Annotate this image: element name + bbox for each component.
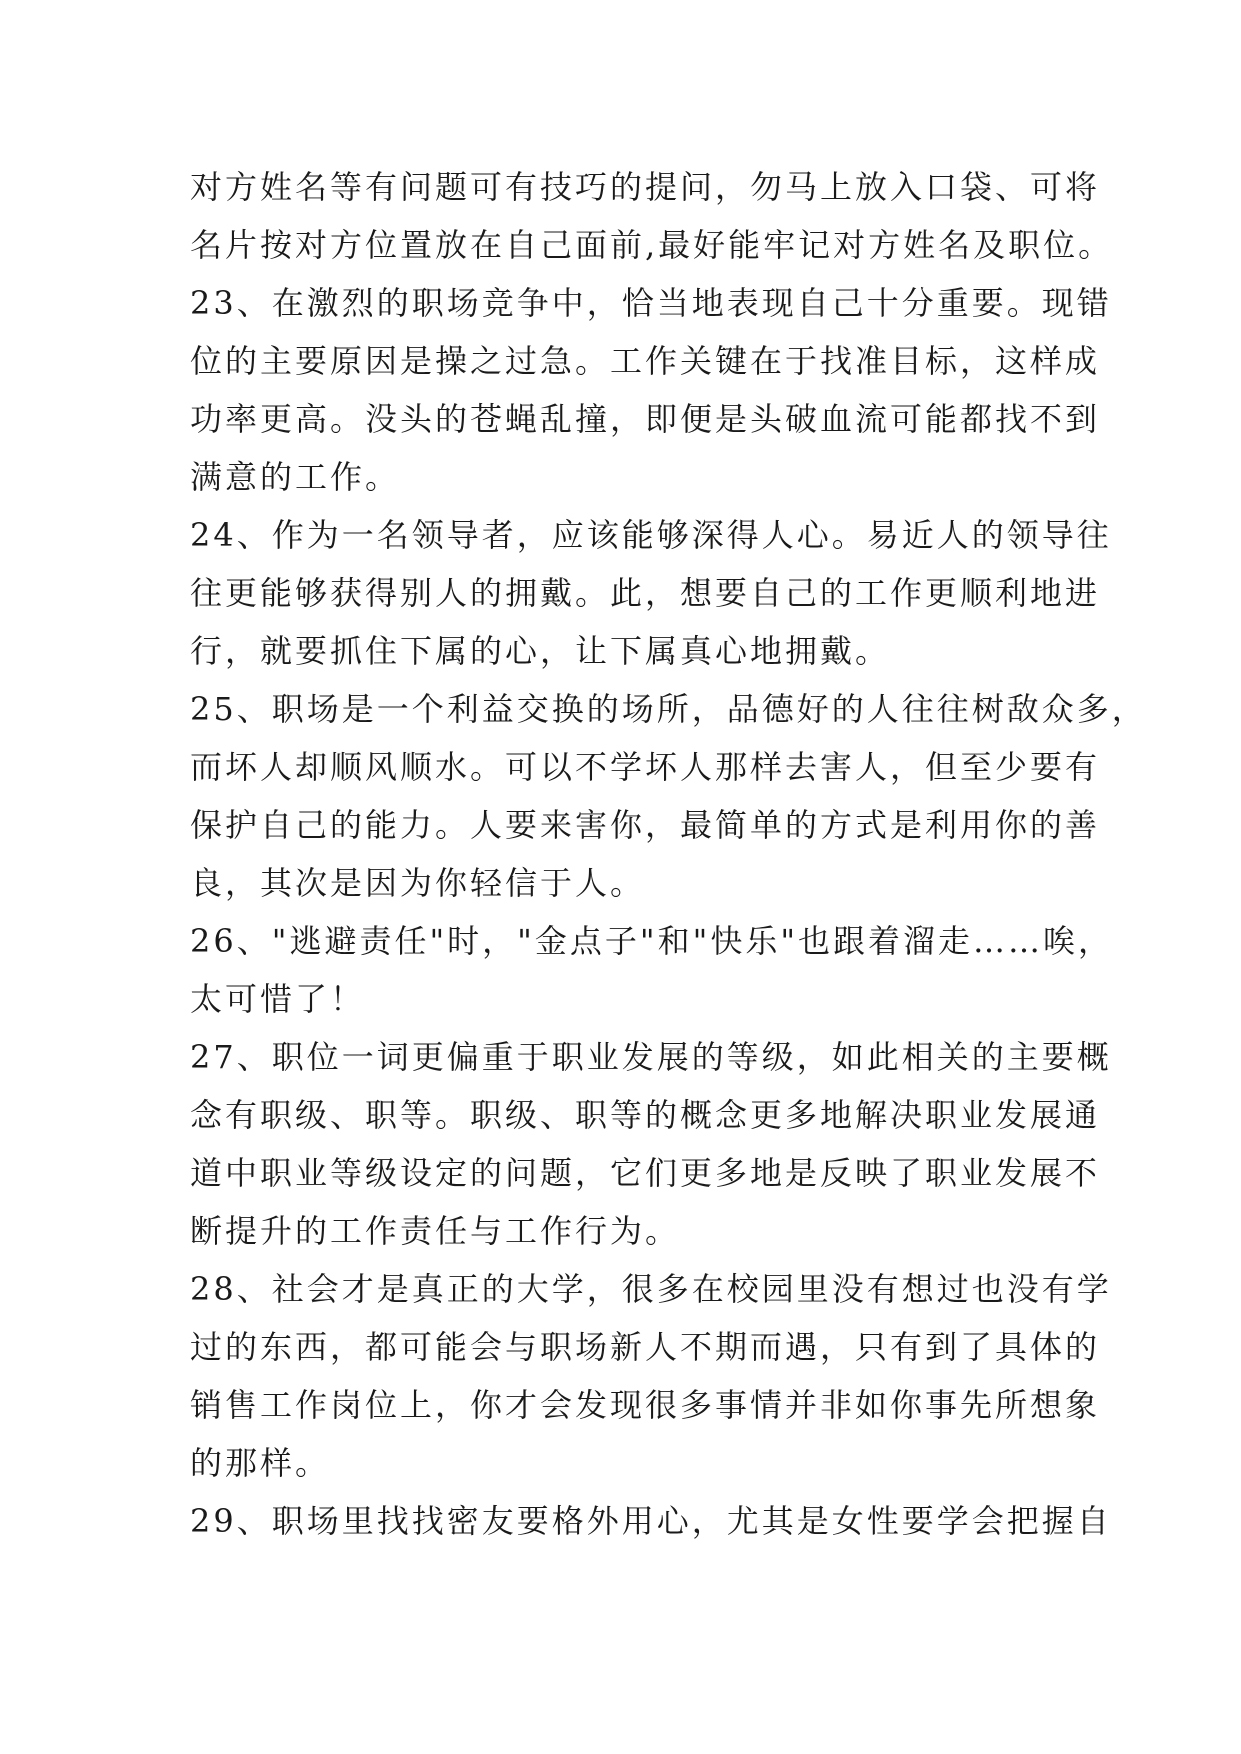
text-line: 29、职场里找找密友要格外用心，尤其是女性要学会把握自 [190, 1502, 1112, 1540]
text-line: 满意的工作。 [190, 458, 401, 496]
text-line: 25、职场是一个利益交换的场所，品德好的人往往树敌众多， [190, 690, 1147, 728]
text-line: 24、作为一名领导者，应该能够深得人心。易近人的领导往 [190, 516, 1112, 554]
text-line: 的那样。 [190, 1444, 331, 1482]
text-line: 行，就要抓住下属的心，让下属真心地拥戴。 [190, 632, 891, 670]
text-line: 往更能够获得别人的拥戴。此，想要自己的工作更顺利地进 [190, 574, 1101, 612]
text-line: 28、社会才是真正的大学，很多在校园里没有想过也没有学 [190, 1270, 1112, 1308]
text-line: 道中职业等级设定的问题，它们更多地是反映了职业发展不 [190, 1154, 1101, 1192]
text-line: 对方姓名等有问题可有技巧的提问，勿马上放入口袋、可将 [190, 168, 1101, 206]
text-line: 念有职级、职等。职级、职等的概念更多地解决职业发展通 [190, 1096, 1101, 1134]
text-line: 名片按对方位置放在自己面前,最好能牢记对方姓名及职位。 [190, 226, 1114, 264]
text-line: 26、"逃避责任"时，"金点子"和"快乐"也跟着溜走……唉， [190, 922, 1114, 960]
text-line: 过的东西，都可能会与职场新人不期而遇，只有到了具体的 [190, 1328, 1101, 1366]
text-line: 27、职位一词更偏重于职业发展的等级，如此相关的主要概 [190, 1038, 1112, 1076]
text-line: 功率更高。没头的苍蝇乱撞，即便是头破血流可能都找不到 [190, 400, 1101, 438]
text-line: 23、在激烈的职场竞争中，恰当地表现自己十分重要。现错 [190, 284, 1112, 322]
text-line: 位的主要原因是操之过急。工作关键在于找准目标，这样成 [190, 342, 1101, 380]
text-line: 保护自己的能力。人要来害你，最简单的方式是利用你的善 [190, 806, 1101, 844]
body-text [190, 158, 1147, 1550]
text-line: 销售工作岗位上，你才会发现很多事情并非如你事先所想象 [190, 1386, 1101, 1424]
text-line: 而坏人却顺风顺水。可以不学坏人那样去害人，但至少要有 [190, 748, 1101, 786]
text-line: 良，其次是因为你轻信于人。 [190, 864, 646, 902]
text-line: 断提升的工作责任与工作行为。 [190, 1212, 681, 1250]
text-line: 太可惜了！ [190, 980, 366, 1018]
